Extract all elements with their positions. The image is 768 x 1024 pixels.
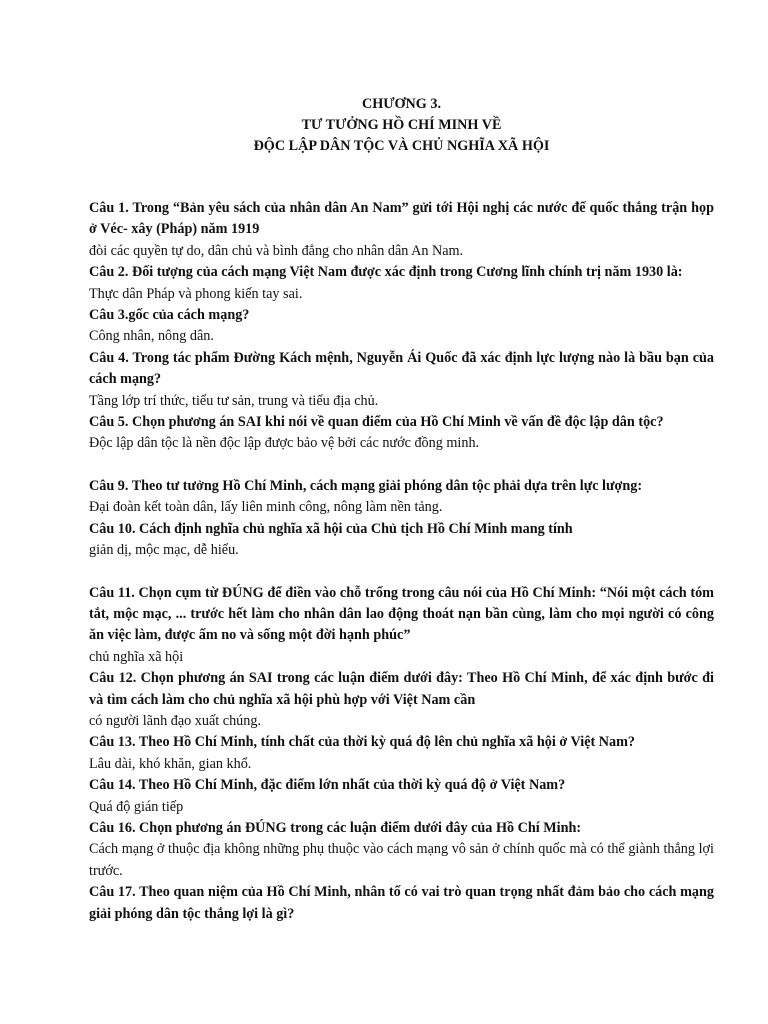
answer-16: Cách mạng ở thuộc địa không những phụ thuộc vào cách mạng vô sản ở chính quốc mà có thể giành thắng lợi trước. xyxy=(89,841,714,879)
answer-5: Độc lập dân tộc là nền độc lập được bảo vệ bởi các nước đồng minh. xyxy=(89,435,480,452)
chapter-number: CHƯƠNG 3. xyxy=(361,96,442,112)
question-13: Câu 13. Theo Hồ Chí Minh, tính chất của thời kỳ quá độ lên chủ nghĩa xã hội ở Việt Nam? xyxy=(89,734,636,751)
spacer xyxy=(89,455,714,476)
question-17: Câu 17. Theo quan niệm của Hồ Chí Minh, nhân tố có vai trò quan trọng nhất đảm bảo cho cách mạng giải phóng dân tộc thắng lợi là gì? xyxy=(89,884,714,922)
answer-1: đòi các quyền tự do, dân chủ và bình đẳng cho nhân dân An Nam. xyxy=(89,242,464,259)
question-5: Câu 5. Chọn phương án SAI khi nói về quan điểm của Hồ Chí Minh về vấn đề độc lập dân tộc? xyxy=(89,414,664,431)
question-11: Câu 11. Chọn cụm từ ĐÚNG để điền vào chỗ trống trong câu nói của Hồ Chí Minh: “Nói một cách tóm tắt, mộc mạc, ... trước hết làm cho nhân dân lao động thoát nạn bần cùng, làm cho mọi người có công ăn việc làm, được ấm no và sống một đời hạnh phúc” xyxy=(89,584,714,644)
chapter-title-line-1: TƯ TƯỞNG HỒ CHÍ MINH VỀ xyxy=(301,117,502,133)
question-1: Câu 1. Trong “Bản yêu sách của nhân dân An Nam” gửi tới Hội nghị các nước đế quốc thắng trận họp ở Véc- xây (Pháp) năm 1919 xyxy=(89,200,714,238)
question-14: Câu 14. Theo Hồ Chí Minh, đặc điểm lớn nhất của thời kỳ quá độ ở Việt Nam? xyxy=(89,777,566,794)
answer-9: Đại đoàn kết toàn dân, lấy liên minh công, nông làm nền tảng. xyxy=(89,499,443,516)
question-3: Câu 3.gốc của cách mạng? xyxy=(89,307,250,324)
answer-12: có người lãnh đạo xuất chúng. xyxy=(89,712,262,729)
question-12: Câu 12. Chọn phương án SAI trong các luận điểm dưới đây: Theo Hồ Chí Minh, để xác định bước đi và tìm cách làm cho chủ nghĩa xã hội phù hợp với Việt Nam cần xyxy=(89,670,714,708)
question-9: Câu 9. Theo tư tưởng Hồ Chí Minh, cách mạng giải phóng dân tộc phải dựa trên lực lượng: xyxy=(89,477,643,494)
answer-11: chủ nghĩa xã hội xyxy=(89,648,184,665)
spacer xyxy=(89,562,714,583)
chapter-header xyxy=(89,94,714,157)
answer-14: Quá độ gián tiếp xyxy=(89,798,184,815)
question-list xyxy=(89,198,714,925)
answer-10: giản dị, mộc mạc, dễ hiểu. xyxy=(89,542,239,559)
question-16: Câu 16. Chọn phương án ĐÚNG trong các luận điểm dưới đây của Hồ Chí Minh: xyxy=(89,819,582,836)
answer-13: Lâu dài, khó khăn, gian khổ. xyxy=(89,755,252,772)
question-10: Câu 10. Cách định nghĩa chủ nghĩa xã hội của Chủ tịch Hồ Chí Minh mang tính xyxy=(89,520,573,537)
question-2: Câu 2. Đối tượng của cách mạng Việt Nam được xác định trong Cương lĩnh chính trị năm 1930 là: xyxy=(89,264,683,281)
question-4: Câu 4. Trong tác phẩm Đường Kách mệnh, Nguyễn Ái Quốc đã xác định lực lượng nào là bầu bạn của cách mạng? xyxy=(89,349,714,388)
answer-2: Thực dân Pháp và phong kiến tay sai. xyxy=(89,285,303,302)
chapter-title-line-2: ĐỘC LẬP DÂN TỘC VÀ CHỦ NGHĨA XÃ HỘI xyxy=(253,138,550,154)
answer-4: Tầng lớp trí thức, tiểu tư sản, trung và tiểu địa chủ. xyxy=(89,392,379,409)
answer-3: Công nhân, nông dân. xyxy=(89,328,214,345)
